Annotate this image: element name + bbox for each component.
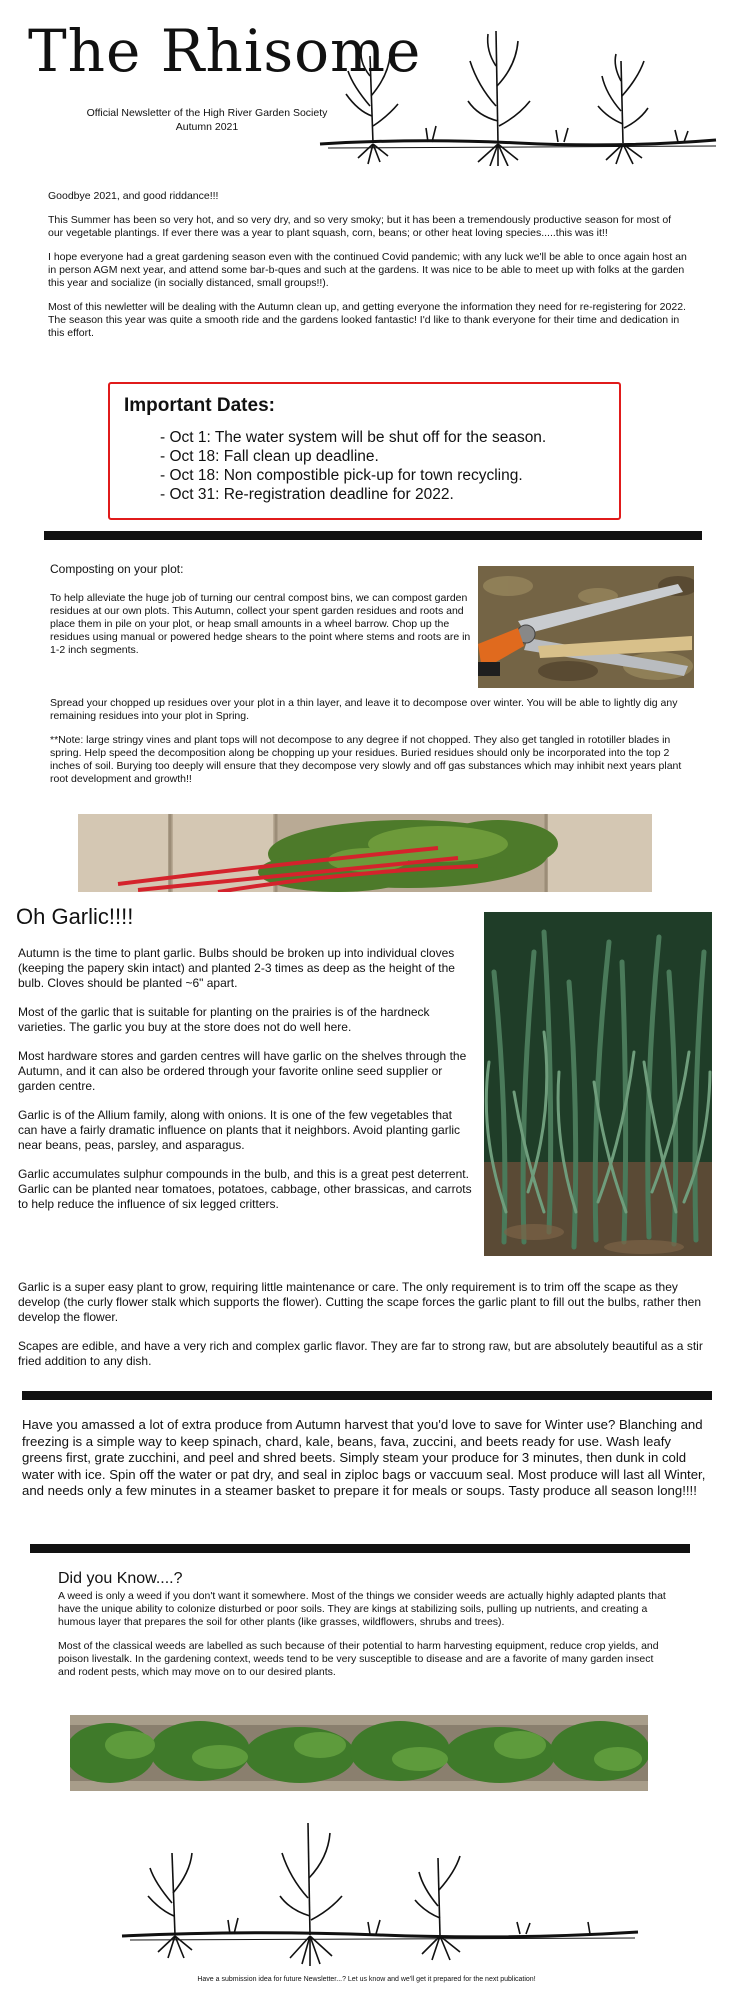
date-item: - Oct 1: The water system will be shut off for the season. (160, 429, 547, 446)
garlic-paragraph: Autumn is the time to plant garlic. Bulbs should be broken up into individual cloves (keeping the papery skin intact) and planted 2-3 times as deep as the height of the bulb. Cloves should be planted ~6" apart. (18, 946, 455, 990)
garlic-paragraph: Most of the garlic that is suitable for planting on the prairies is of the hardneck varieties. The garlic you buy at the store does not do well here. (18, 1005, 430, 1034)
intro-paragraph: Most of this newletter will be dealing with the Autumn clean up, and getting everyone the information they need for re-registering for 2022. The season this year was quite a smooth ride and the gardens looked fantastic! I'd like to thank everyone for their time and dedication in this effort. (48, 301, 686, 339)
composting-intro: To help alleviate the huge job of turning our central compost bins, we can compost garden residues at our own plots. This Autumn, collect your spent garden residues and roots and place them in pile on your plot, or heap small amounts in a wheel barrow. Chop up the residues using manual or powered hedge shears to the point where stems and roots are in 1-2 inch segments. (50, 592, 471, 656)
subtitle-line: Official Newsletter of the High River Garden Society (86, 107, 328, 119)
plant-roots-illustration (318, 16, 718, 166)
hedge-shears-photo (478, 566, 694, 688)
did-you-know-paragraph: Most of the classical weeds are labelled as such because of their potential to harm harvesting equipment, reduce crop yields, and poison livestalk. In the gardening context, weeds tend to be very susceptible to disease and are a favorite of many garden insect and rodent pests, which may move on to our desired plants. (58, 1640, 659, 1678)
intro-greeting: Goodbye 2021, and good riddance!!! (48, 190, 219, 202)
composting-note: **Note: large stringy vines and plant tops will not decompose to any degree if not chopped. They also get tangled in rototiller blades in spring. Help speed the decomposition along be chopping up your residues. Buried residues should only be incorporated into the top 2 inches of soil. Burying too deeply will ensure that they decompose very slowly and off gas substances which may inhibit next years plant root development and growth!! (50, 734, 682, 785)
garlic-column (18, 946, 474, 1226)
did-you-know-heading: Did you Know....? (58, 1570, 183, 1587)
did-you-know-section (58, 1590, 668, 1690)
footer-note: Have a submission idea for future Newsletter...? Let us know and we'll get it prepared for the next publication! (197, 1976, 536, 1983)
swiss-chard-photo (78, 814, 652, 892)
garlic-paragraph: Garlic accumulates sulphur compounds in the bulb, and this is a great pest deterrent. Garlic can be planted near tomatoes, potatoes, cabbage, other brassicas, and carrots to help reduce the influence of six legged critters. (18, 1167, 472, 1211)
important-dates-title: Important Dates: (124, 395, 275, 416)
newsletter-title: The Rhisome (28, 17, 422, 85)
intro-paragraph: This Summer has been so very hot, and so very dry, and so very smoky; but it has been a tremendously productive season for most of our vegetable plantings. If ever there was a year to plant squash, corn, beans; or other heat loving species.....this was it!! (48, 214, 672, 239)
garlic-paragraph: Scapes are edible, and have a very rich and complex garlic flavor. They are far to strong raw, but are absolutely beautiful as a stir fried addition to any dish. (18, 1339, 703, 1368)
garlic-plants-photo (484, 912, 712, 1256)
produce-preservation-text: Have you amassed a lot of extra produce from Autumn harvest that you'd love to save for Winter use? Blanching and freezing is a simple way to keep spinach, chard, kale, beans, fava, zuccini, and beets ready for use. Wash leafy greens first, grate zucchini, and peel and shred beets. Simply steam your produce for 3 minutes, then dunk in cold water with ice. Spin off the water or pat dry, and seal in ziploc bags or vaccuum seal. Most produce will last all Winter, and needs only a few minutes in a steamer basket to prepare it for meals or soups. Tasty produce all season long!!!! (22, 1417, 706, 1498)
garlic-paragraph: Most hardware stores and garden centres will have garlic on the shelves through the Autumn, and it can also be ordered through your favorite online seed supplier or garden centre. (18, 1049, 467, 1093)
section-divider (30, 1544, 690, 1553)
did-you-know-paragraph: A weed is only a weed if you don't want it somewhere. Most of the things we consider weeds are actually highly adapted plants that have the unique ability to colonize disturbed or poor soils. They are kings at stabilizing soils, pulling up nutrients, and creating a humous layer that prepares the soil for other plants (like grasses, wildflowers, shrubs and trees). (58, 1590, 666, 1628)
section-divider (44, 531, 702, 540)
composting-paragraph: Spread your chopped up residues over your plot in a thin layer, and leave it to decompose over winter. You will be able to lightly dig any remaining residues into your plot in Spring. (50, 697, 678, 722)
plant-roots-illustration (120, 1818, 640, 1968)
newsletter-subtitle (62, 106, 352, 134)
issue-season: Autumn 2021 (175, 121, 239, 133)
date-item: - Oct 18: Fall clean up deadline. (160, 448, 379, 465)
date-item: - Oct 18: Non compostible pick-up for town recycling. (160, 467, 523, 484)
garlic-paragraph: Garlic is of the Allium family, along with onions. It is one of the few vegetables that can have a fairly dramatic influence on plants that it neighbors. Avoid planting garlic near beans, peas, parsley, and asparagus. (18, 1108, 461, 1152)
garlic-paragraph: Garlic is a super easy plant to grow, requiring little maintenance or care. The only requirement is to trim off the scape as they develop (the curly flower stalk which supports the flower). Cutting the scape forces the garlic plant to fill out the bulbs, rather then develop the flower. (18, 1280, 702, 1324)
composting-heading: Composting on your plot: (50, 562, 184, 576)
intro-section (48, 190, 688, 351)
date-item: - Oct 31: Re-registration deadline for 2022. (160, 486, 454, 503)
intro-paragraph: I hope everyone had a great gardening season even with the continued Covid pandemic; with any luck we'll be able to once again host an in person AGM next year, and attend some bar-b-ques and such at the gardens. It was nice to be able to meet up with folks at the garden this year and socialize (in socially distanced, small groups!!). (48, 251, 687, 289)
garlic-heading: Oh Garlic!!!! (16, 904, 134, 929)
important-dates-list (160, 428, 546, 504)
composting-continued (50, 697, 690, 797)
dandelion-weeds-photo (70, 1715, 648, 1791)
section-divider (22, 1391, 712, 1400)
garlic-wide-text (18, 1280, 718, 1383)
